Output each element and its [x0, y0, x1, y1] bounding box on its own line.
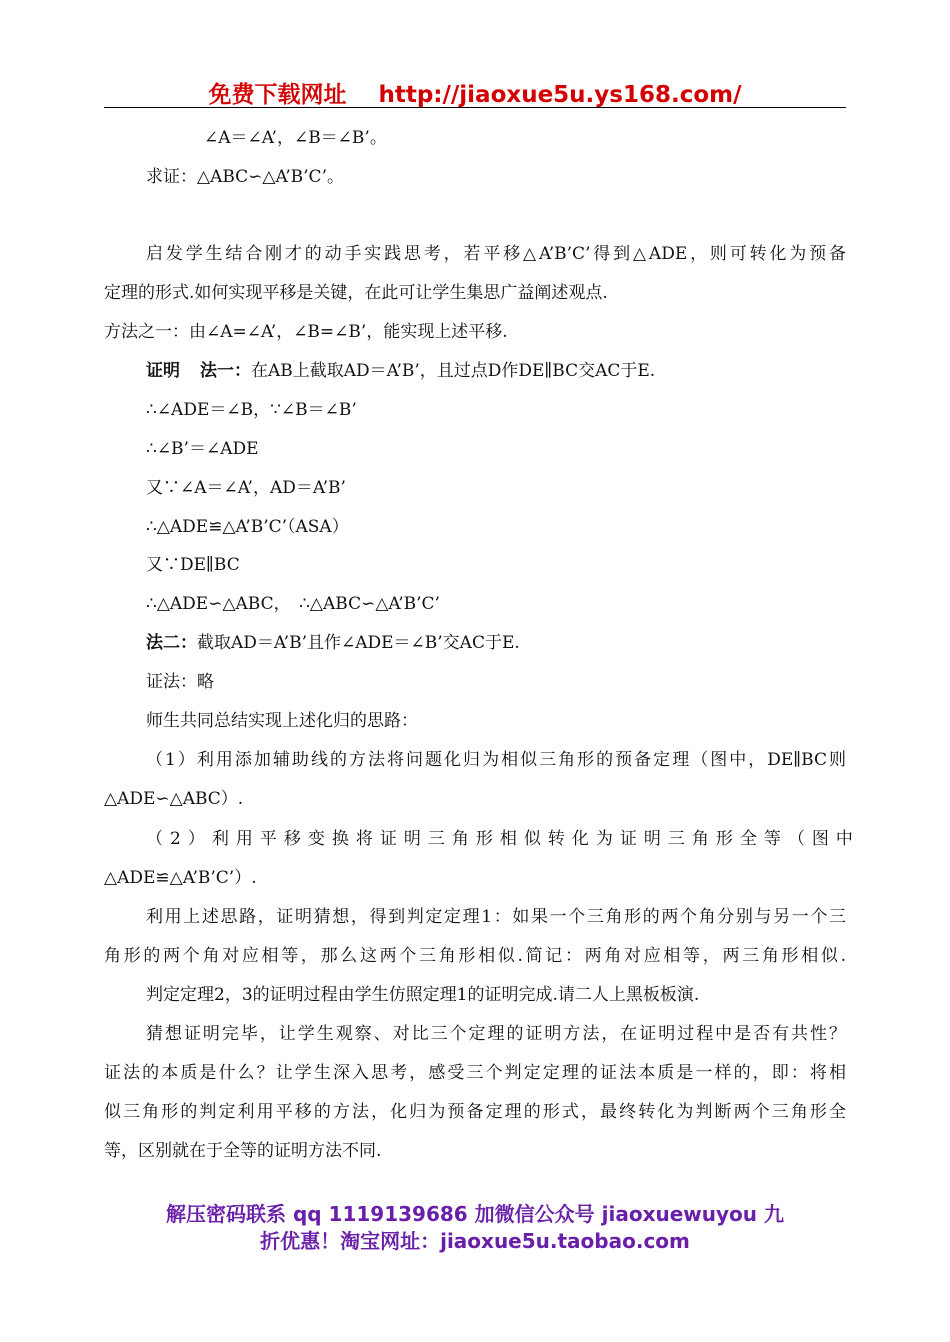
method-two-label: 法二：	[146, 633, 197, 653]
text-line: 等，区别就在于全等的证明方法不同.	[104, 1141, 382, 1161]
method-two-line	[146, 633, 520, 653]
header-divider	[104, 107, 846, 108]
text-line: 证法：略	[146, 672, 214, 692]
method-one-label: 法一：	[200, 361, 251, 381]
text-line: 定理的形式.如何实现平移是关键，在此可让学生集思广益阐述观点.	[104, 283, 608, 303]
text-line: 截取AD＝A’B’且作∠ADE＝∠B’交AC于E.	[197, 633, 520, 653]
text-line: ∴∠ADE＝∠B，∵∠B＝∠B’	[146, 400, 357, 420]
text-line: 启发学生结合刚才的动手实践思考，若平移△A’B’C’得到△ADE，则可转化为预备	[146, 244, 846, 264]
text-line: 角形的两个角对应相等，那么这两个三角形相似.简记：两角对应相等，两三角形相似.	[104, 946, 846, 966]
text-line: （2）利用平移变换将证明三角形相似转化为证明三角形全等（图中	[146, 829, 860, 849]
text-line: 又∵DE∥BC	[146, 555, 240, 575]
proof-label: 证明	[146, 361, 180, 381]
text-line: 利用上述思路，证明猜想，得到判定定理1：如果一个三角形的两个角分别与另一个三	[146, 907, 846, 927]
footer-shop-line: 折优惠！淘宝网址：jiaoxue5u.taobao.com	[260, 1229, 690, 1253]
text-line: ∴∠B’＝∠ADE	[146, 439, 259, 459]
text-line: 似三角形的判定利用平移的方法，化归为预备定理的形式，最终转化为判断两个三角形全	[104, 1102, 846, 1122]
text-line: 求证：△ABC∽△A’B’C’。	[146, 167, 344, 187]
text-line: ∴△ADE≌△A’B’C’（ASA）	[146, 517, 349, 537]
header-label: 免费下载网址	[208, 82, 347, 108]
proof-heading	[146, 361, 655, 381]
text-line: 方法之一：由∠A=∠A’，∠B=∠B’，能实现上述平移.	[104, 322, 508, 342]
text-line: 师生共同总结实现上述化归的思路：	[146, 711, 418, 731]
text-line: ∠A＝∠A’，∠B＝∠B’。	[204, 128, 387, 148]
text-line: △ADE∽△ABC）.	[104, 789, 244, 809]
text-line: ∴△ADE∽△ABC， ∴△ABC∽△A’B’C’	[146, 594, 440, 614]
text-line: 又∵∠A＝∠A’，AD＝A’B’	[146, 478, 346, 498]
text-line: 判定定理2，3的证明过程由学生仿照定理1的证明完成.请二人上黑板板演.	[146, 985, 700, 1005]
header-banner	[0, 76, 950, 109]
header-url-link[interactable]: http://jiaoxue5u.ys168.com/	[378, 82, 742, 108]
text-line: 证法的本质是什么？让学生深入思考，感受三个判定定理的证法本质是一样的，即：将相	[104, 1063, 846, 1083]
text-line: △ADE≌△A’B’C’）.	[104, 868, 257, 888]
text-line: 在AB上截取AD＝A’B’，且过点D作DE∥BC交AC于E.	[251, 361, 656, 381]
text-line: 猜想证明完毕，让学生观察、对比三个定理的证明方法，在证明过程中是否有共性？	[146, 1024, 846, 1044]
footer-contact-line: 解压密码联系 qq 1119139686 加微信公众号 jiaoxuewuyou 九	[166, 1202, 784, 1226]
text-line: （1）利用添加辅助线的方法将问题化归为相似三角形的预备定理（图中，DE∥BC则	[146, 750, 846, 770]
